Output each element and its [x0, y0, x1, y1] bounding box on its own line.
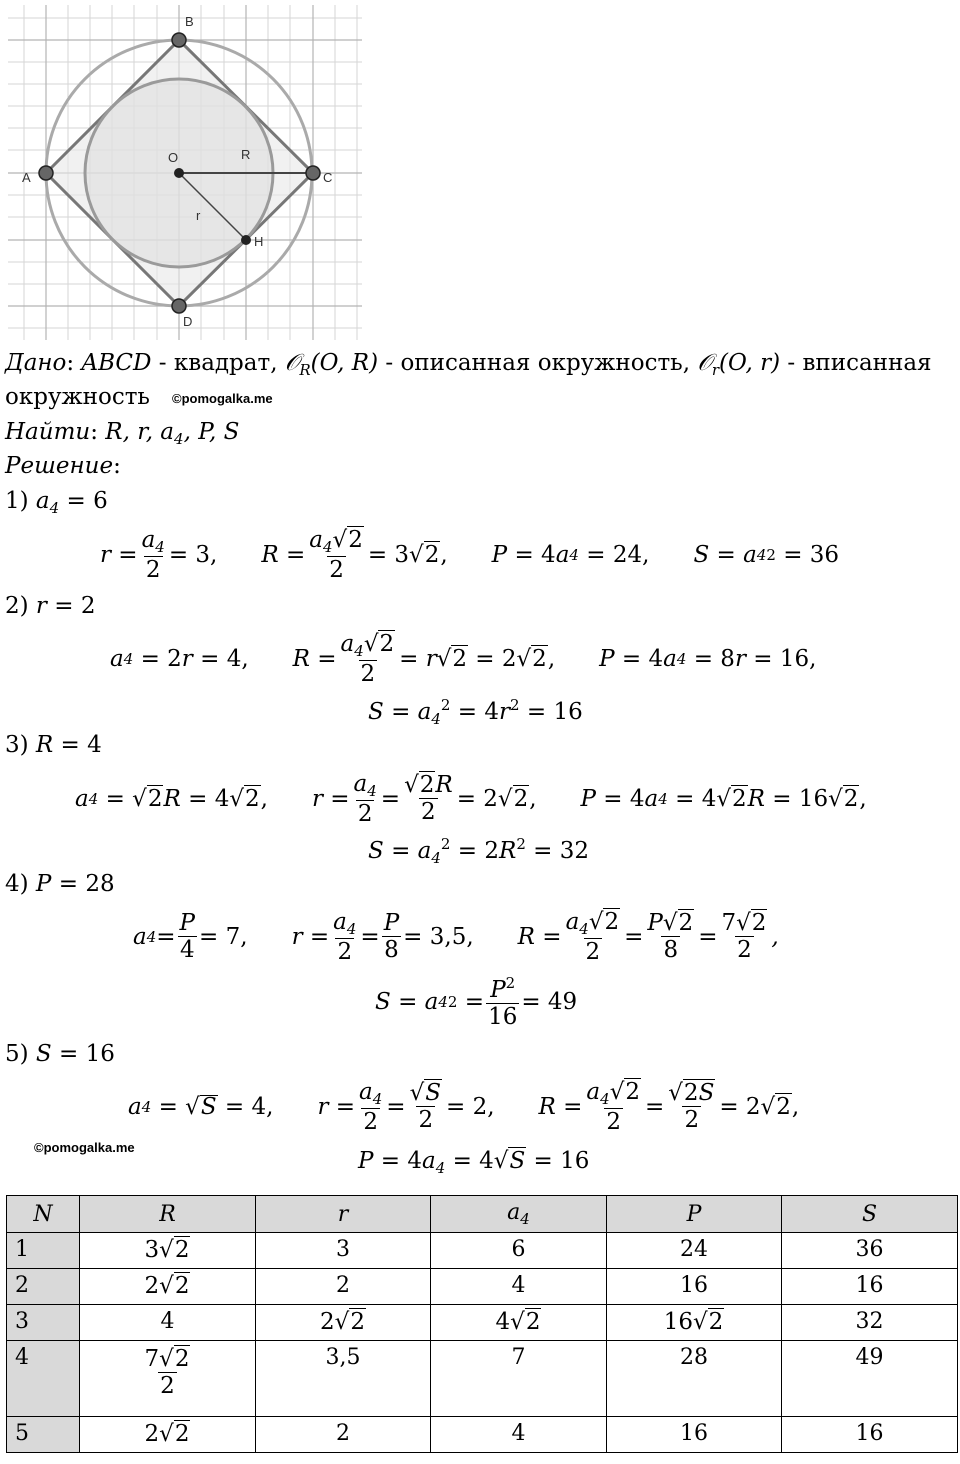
given-line-2: [5, 386, 150, 409]
solution-line: Решение:: [5, 453, 121, 479]
case-3-number: 3): [5, 732, 29, 758]
label-r: r: [196, 208, 201, 223]
cell-P: 16: [607, 1269, 782, 1305]
given-text-4: окружность: [5, 384, 150, 410]
header-S: S: [782, 1196, 958, 1233]
cell-a4: 4√2: [431, 1305, 607, 1341]
header-a4: $a_4$: [431, 1196, 607, 1233]
table-row: [7, 1341, 958, 1417]
abcd: ABCD: [81, 350, 152, 376]
cell-P: 16: [607, 1417, 782, 1453]
case-4-condition: 4) P = 28: [5, 871, 115, 897]
cell-r: 2: [256, 1269, 431, 1305]
header-n: N: [7, 1196, 80, 1233]
case-5-var: S: [35, 1041, 52, 1067]
case-5-formulas: a 4 = √ S = 4, r = $\frac{a_4}{2}$ = $\frac{√S}{2}$ = 2, R = $\frac{a_4√2}{2}$ = $\frac{√2S}{2}$ = 2√2,: [128, 1079, 800, 1135]
case-5-number: 5): [5, 1041, 29, 1067]
label-a: A: [22, 170, 31, 185]
watermark-2: ©pomogalka.me: [34, 1140, 135, 1155]
cell-S: 16: [782, 1417, 958, 1453]
label-o: O: [168, 150, 179, 165]
cell-a4: 7: [431, 1341, 607, 1417]
find-line: Найти: R, r, $a_4$, P, S: [5, 419, 240, 448]
given-label: Дано: [5, 350, 67, 376]
cell-P: 16√2: [607, 1305, 782, 1341]
case-1-var: $a_4$: [35, 488, 60, 517]
case-3-area: $S = a_4^2 = 2R^2 = 32$: [368, 835, 590, 867]
table-header-row: [7, 1196, 958, 1233]
inscribed-circle-symbol: 𝒪$_r$(O, r): [697, 350, 781, 379]
cell-a4: 4: [431, 1417, 607, 1453]
table-row: [7, 1305, 958, 1341]
cell-P: 28: [607, 1341, 782, 1417]
cell-r: 2: [256, 1417, 431, 1453]
cell-R: $\frac{7√2}{2}$: [80, 1341, 256, 1417]
cell-S: 32: [782, 1305, 958, 1341]
case-1-formulas: r = $\frac{a_4}{2}$ = 3, R = $\frac{a_4√2}{2}$ = 3√2, P = 4 a 4 = 24, S = a 4 2 = 36: [100, 527, 840, 583]
table-row: [7, 1233, 958, 1269]
case-3-var: R: [35, 732, 54, 758]
solution-label: Решение: [5, 453, 114, 479]
cell-S: 49: [782, 1341, 958, 1417]
find-items: R, r, $a_4$, P, S: [105, 419, 240, 448]
case-5-condition: 5) S = 16: [5, 1041, 115, 1067]
case-3-formulas: a 4 = √2 R = 4√2, r = $\frac{a_4}{2}$ = $\frac{√2R}{2}$ = 2√2, P = 4 a 4 = 4√2 R = 16√2,: [75, 771, 867, 827]
table-row: [7, 1269, 958, 1305]
case-2-area: $S = a_4^2 = 4r^2 = 16$: [368, 696, 583, 728]
cell-R: 2√2: [80, 1269, 256, 1305]
point-o: [174, 168, 184, 178]
cell-r: 3: [256, 1233, 431, 1269]
table-row: [7, 1417, 958, 1453]
point-a: [39, 166, 53, 180]
cell-R: 2√2: [80, 1417, 256, 1453]
case-4-formulas: a 4 = $\frac{P}{4}$ = 7, r = $\frac{a_4}{2}$ = $\frac{P}{8}$ = 3,5, R = $\frac{a_4√2}{2}$ = $\frac{P√2}{8}$ = $\frac{7√2}{2}$ ,: [133, 909, 779, 965]
case-5-value: 16: [85, 1041, 115, 1067]
case-1-condition: 1) $a_4 = 6$: [5, 488, 108, 517]
cell-R: 4: [80, 1305, 256, 1341]
cell-n: 2: [7, 1269, 80, 1305]
circum-circle-symbol: 𝒪$_R$(O, R): [284, 350, 379, 379]
geometry-figure: [0, 0, 370, 345]
find-label: Найти: [5, 419, 91, 445]
point-d: [172, 299, 186, 313]
case-5-perimeter: $P = 4a_4 = 4√S = 16$: [358, 1148, 590, 1177]
cell-R: 3√2: [80, 1233, 256, 1269]
given-text-2: - описанная окружность,: [385, 350, 691, 376]
results-table: [6, 1195, 958, 1453]
cell-a4: 4: [431, 1269, 607, 1305]
case-4-var: P: [35, 871, 52, 897]
header-R: R: [80, 1196, 256, 1233]
case-4-area: S = a 4 2 = $\frac{P^2}{16}$ = 49: [375, 974, 578, 1031]
case-3-value: 4: [87, 732, 102, 758]
case-2-condition: 2) r = 2: [5, 593, 96, 619]
case-4-number: 4): [5, 871, 29, 897]
header-P: P: [607, 1196, 782, 1233]
case-2-value: 2: [80, 593, 96, 619]
watermark-1: ©pomogalka.me: [172, 391, 273, 406]
cell-r: 2√2: [256, 1305, 431, 1341]
point-h: [241, 235, 251, 245]
header-r: r: [256, 1196, 431, 1233]
case-4-value: 28: [85, 871, 115, 897]
cell-n: 4: [7, 1341, 80, 1417]
case-2-var: r: [35, 593, 47, 619]
label-h: H: [254, 234, 264, 249]
case-3-condition: 3) R = 4: [5, 732, 102, 758]
cell-a4: 6: [431, 1233, 607, 1269]
label-b: B: [185, 14, 194, 29]
cell-S: 36: [782, 1233, 958, 1269]
point-c: [306, 166, 320, 180]
cell-S: 16: [782, 1269, 958, 1305]
label-c: C: [323, 170, 333, 185]
cell-n: 5: [7, 1417, 80, 1453]
given-text-3: - вписанная: [787, 350, 932, 376]
cell-n: 1: [7, 1233, 80, 1269]
case-1-number: 1): [5, 488, 29, 514]
given-line-1: Дано: ABCD - квадрат, 𝒪$_R$(O, R) - описанная окружность, 𝒪$_r$(O, r) - вписанная: [5, 350, 932, 379]
case-1-value: 6: [93, 488, 108, 514]
given-text-1: - квадрат,: [158, 350, 278, 376]
case-2-number: 2): [5, 593, 29, 619]
label-R: R: [241, 147, 251, 162]
cell-n: 3: [7, 1305, 80, 1341]
cell-r: 3,5: [256, 1341, 431, 1417]
case-2-formulas: a 4 = 2 r = 4, R = $\frac{a_4√2}{2}$ = r √2 = 2√2, P = 4 a 4 = 8 r = 16,: [110, 631, 817, 687]
label-d: D: [183, 314, 193, 329]
cell-P: 24: [607, 1233, 782, 1269]
point-b: [172, 33, 186, 47]
